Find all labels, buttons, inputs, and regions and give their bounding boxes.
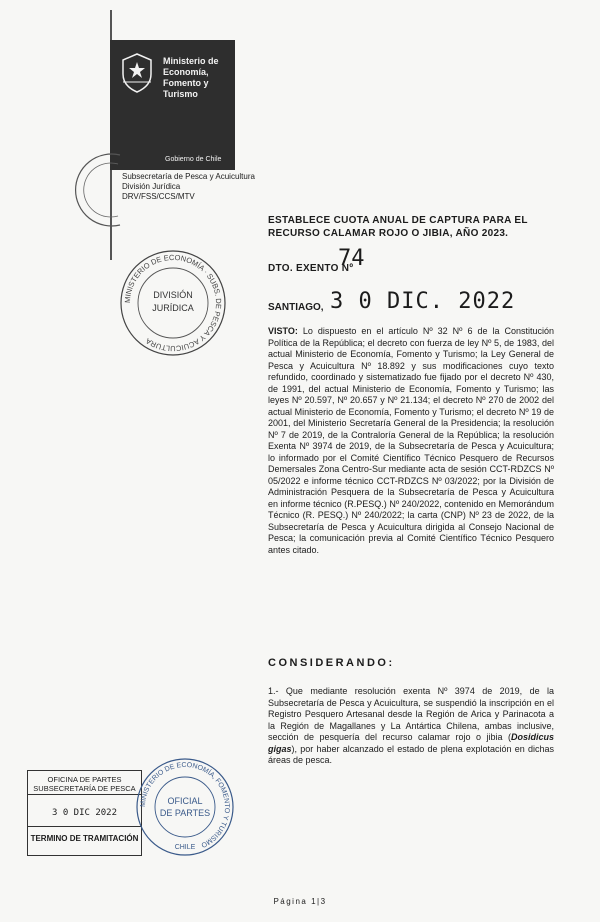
dto-number: 74 (338, 246, 365, 271)
considerando-paragraph-1 (268, 686, 554, 767)
visto-label: VISTO: (268, 326, 298, 336)
oficial-partes-stamp (135, 752, 235, 862)
ministry-name-line: Economía, (163, 67, 209, 77)
government-label: Gobierno de Chile (165, 156, 222, 163)
stamp-divider (28, 826, 141, 827)
division-stamp-line: JURÍDICA (152, 303, 194, 313)
visto-paragraph (268, 326, 554, 556)
title-line: RECURSO CALAMAR ROJO O JIBIA, AÑO 2023. (268, 228, 509, 239)
dto-label: DTO. EXENTO Nº (268, 263, 354, 274)
oficial-stamp-line: OFICIAL (167, 796, 203, 806)
partial-seal-stamp (60, 150, 122, 230)
paragraph-text: 1.- Que mediante resolución exenta Nº 3974 de 2019, de la Subsecretaría de Pesca y Acuicultura, se suspendió la inscripción en el Registro Pesquero Artesanal desde la Región de Arica y Parinacota a la Región de Magallanes y La Antártica Chilena, ambas inclusive, sección de pesquería del recurso calamar rojo o jibia ( (268, 686, 554, 742)
subsecretaria-stamp-label: SUBSECRETARÍA DE PESCA (33, 784, 136, 793)
oficial-stamp-ring-text: MINISTERIO DE ECONOMÍA, FOMENTO Y TURISMO (139, 761, 231, 849)
visto-text: Lo dispuesto en el artículo Nº 32 Nº 6 de la Constitución Política de la República; el decreto con fuerza de ley Nº 5, de 1983, del actual Ministerio de Economía, Fomento y Turismo; la Ley General de Pesca y Acuicultura Nº 18.892 y sus modificaciones cuyo texto refundido, coordinado y sistematizado fue fijado por el decreto Nº 430, de 1991, del actual Ministerio de Economía, Fomento y Turismo; las leyes Nº 20.597, Nº 20.657 y Nº 21.134; el decreto Nº 270 de 2002 del actual Ministerio de Economía, Fomento y Turismo; el decreto Nº 19 de 2001, del Ministerio Secretaría General de la Presidencia; la resolución Nº 7 de 2019, de la Contraloría General de la República; la resolución Exenta Nº 3974 de 2019, de la Subsecretaría de Pesca y Acuicultura; lo informado por el Comité Científico Técnico Pesquero de Recursos Demersales Zona Centro-Sur mediante acta de sesión CCT-RDZCS Nº 05/2022 e informe técnico CCT-RDZCS Nº 03/2022; por la División de Administración Pesquera de la Subsecretaría de Pesca y Acuicultura en informe técnico (R.PESQ.) Nº 240/2022, contenido en Memorándum Técnico (R. PESQ.) Nº 240/2022; la carta (CNP) Nº 23 de 2022, de la Subsecretaría de Pesca y Acuicultura dirigida al Consejo Nacional de Pesca; la comunicación previa al Comité Científico Técnico Pesquero antes citado. (268, 326, 554, 555)
ministry-name-line: Ministerio de (163, 56, 219, 66)
department-header (122, 172, 255, 202)
oficina-date: 3 0 DIC 2022 (51, 808, 118, 818)
page-number: Página 1|3 (273, 897, 327, 906)
oficina-partes-stamp (27, 770, 142, 856)
initials-label: DRV/FSS/CCS/MTV (122, 192, 195, 201)
document-title (268, 214, 558, 240)
division-stamp-line: DIVISIÓN (153, 290, 193, 300)
oficial-stamp-line: DE PARTES (159, 808, 211, 818)
stamp-divider (28, 794, 141, 795)
ministry-name-line: Turismo (163, 89, 198, 99)
division-stamp-ring-text: MINISTERIO DE ECONOMÍA · SUBS. DE PESCA Y ACUICULTURA (122, 252, 224, 354)
tramitacion-label: TERMINO DE TRAMITACIÓN (30, 834, 139, 843)
considerando-heading: CONSIDERANDO: (268, 657, 395, 669)
oficial-stamp-country: CHILE (174, 844, 196, 851)
ministry-name-line: Fomento y (163, 78, 209, 88)
oficina-label: OFICINA DE PARTES (47, 775, 122, 784)
paragraph-text: ), por haber alcanzado el estado de plena explotación en dichas áreas de pesca. (268, 743, 554, 765)
date-stamp: 3 0 DIC. 2022 (330, 289, 516, 314)
ministry-name (163, 56, 233, 100)
species-name: Dosidicus gigas (268, 732, 554, 754)
santiago-label: SANTIAGO, (268, 302, 324, 313)
coat-of-arms-icon (117, 52, 157, 94)
title-line: ESTABLECE CUOTA ANUAL DE CAPTURA PARA EL (268, 215, 528, 226)
division-juridica-stamp (118, 248, 228, 358)
subsecretaria-label: Subsecretaría de Pesca y Acuicultura (122, 172, 255, 181)
ministry-logo (110, 40, 235, 170)
division-label: División Jurídica (122, 182, 181, 191)
